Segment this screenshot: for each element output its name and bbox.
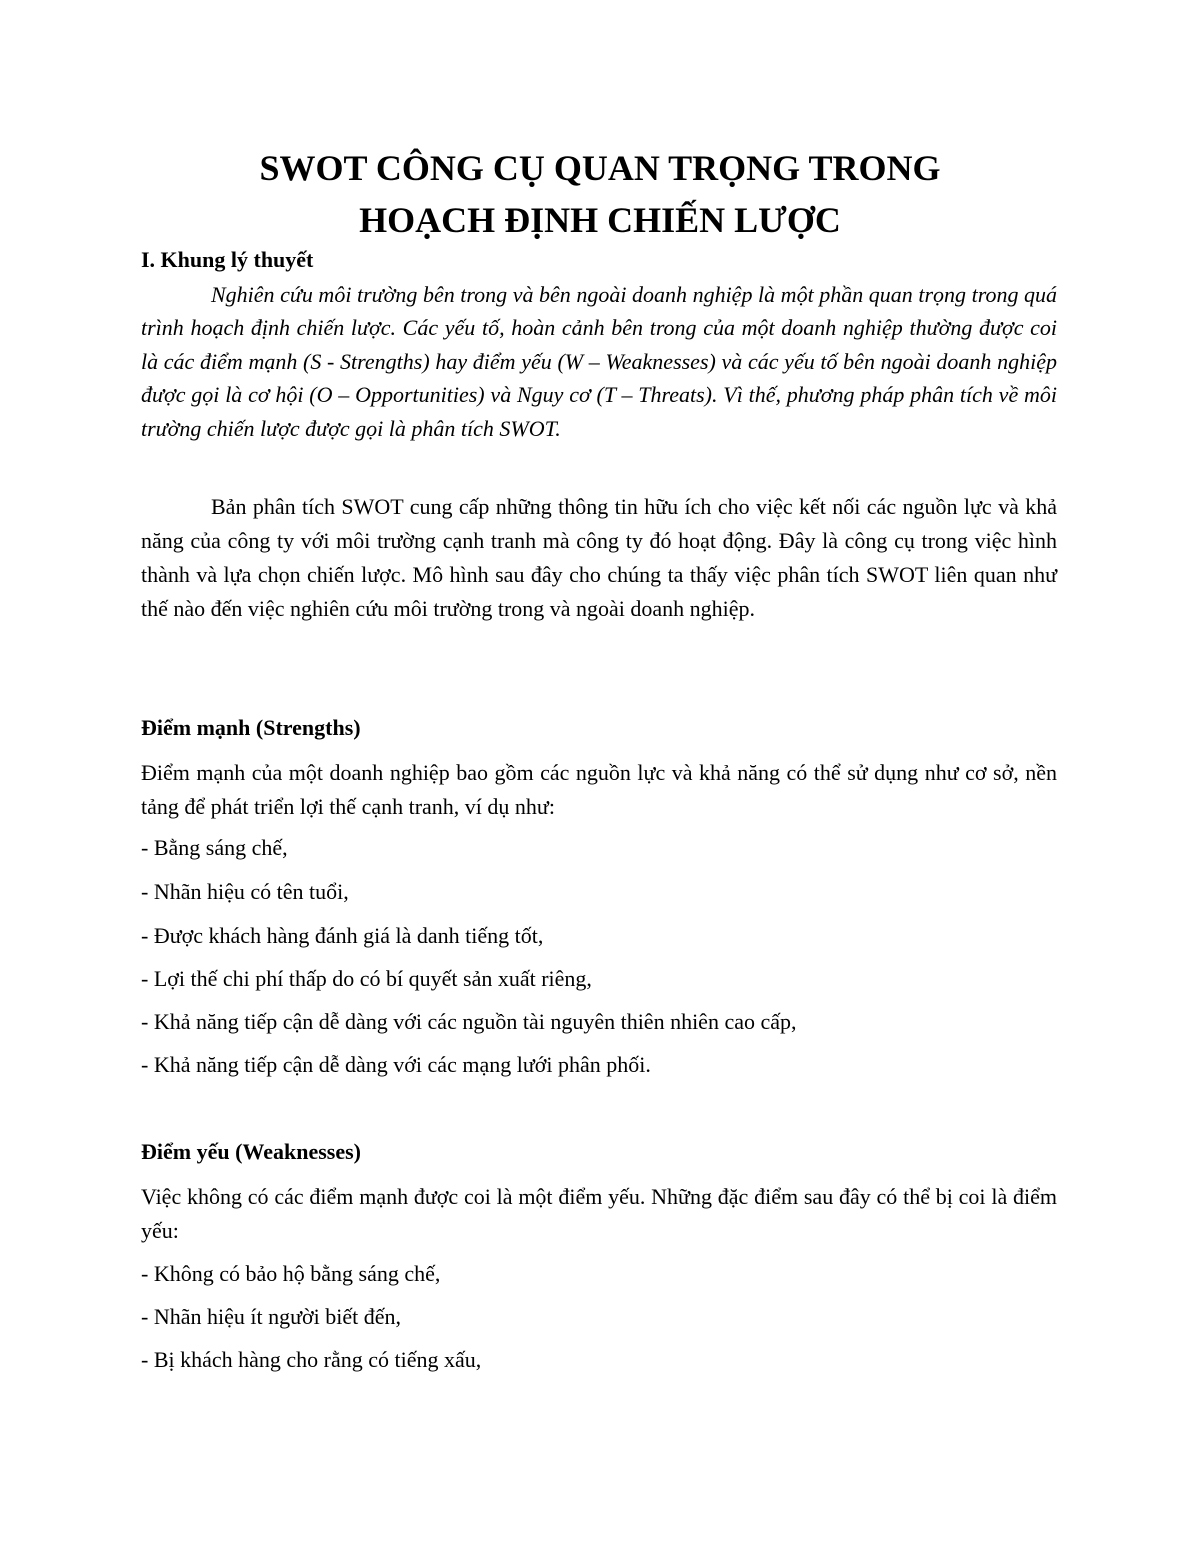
list-item: - Được khách hàng đánh giá là danh tiếng tốt, <box>141 923 544 948</box>
list-item: - Không có bảo hộ bằng sáng chế, <box>141 1261 441 1286</box>
list-item: - Bằng sáng chế, <box>141 835 288 860</box>
list-item: - Khả năng tiếp cận dễ dàng với các mạng lưới phân phối. <box>141 1052 651 1077</box>
list-item: - Khả năng tiếp cận dễ dàng với các nguồn tài nguyên thiên nhiên cao cấp, <box>141 1009 797 1034</box>
section-heading-framework: I. Khung lý thuyết <box>141 247 314 272</box>
paragraph-weaknesses-intro: Việc không có các điểm mạnh được coi là một điểm yếu. Những đặc điểm sau đây có thể bị coi là điểm yếu: <box>141 1184 1057 1243</box>
list-item: - Nhãn hiệu ít người biết đến, <box>141 1304 402 1329</box>
paragraph-strengths-intro: Điểm mạnh của một doanh nghiệp bao gồm các nguồn lực và khả năng có thể sử dụng như cơ sở, nền tảng để phát triển lợi thế cạnh tranh, ví dụ như: <box>141 760 1057 819</box>
list-item: - Nhãn hiệu có tên tuổi, <box>141 879 349 904</box>
section-heading-strengths: Điểm mạnh (Strengths) <box>141 715 361 740</box>
list-item: - Bị khách hàng cho rằng có tiếng xấu, <box>141 1347 482 1372</box>
paragraph-swot-intro: Nghiên cứu môi trường bên trong và bên ngoài doanh nghiệp là một phần quan trọng trong quá trình hoạch định chiến lược. Các yếu tố, hoàn cảnh bên trong của một doanh nghiệp thường được coi là các điểm mạnh (S - Strengths) hay điểm yếu (W – Weaknesses) và các yếu tố bên ngoài doanh nghiệp được gọi là cơ hội (O – Opportunities) và Nguy cơ (T – Threats). Vì thế, phương pháp phân tích về môi trường chiến lược được gọi là phân tích SWOT. <box>141 282 1057 441</box>
document-title-line-1: SWOT CÔNG CỤ QUAN TRỌNG TRONG <box>259 148 941 188</box>
paragraph-swot-purpose: Bản phân tích SWOT cung cấp những thông tin hữu ích cho việc kết nối các nguồn lực và khả năng của công ty với môi trường cạnh tranh mà công ty đó hoạt động. Đây là công cụ trong việc hình thành và lựa chọn chiến lược. Mô hình sau đây cho chúng ta thấy việc phân tích SWOT liên quan như thế nào đến việc nghiên cứu môi trường trong và ngoài doanh nghiệp. <box>141 494 1057 621</box>
document-title-line-2: HOẠCH ĐỊNH CHIẾN LƯỢC <box>359 200 841 240</box>
section-heading-weaknesses: Điểm yếu (Weaknesses) <box>141 1139 361 1164</box>
list-item: - Lợi thế chi phí thấp do có bí quyết sản xuất riêng, <box>141 966 592 991</box>
